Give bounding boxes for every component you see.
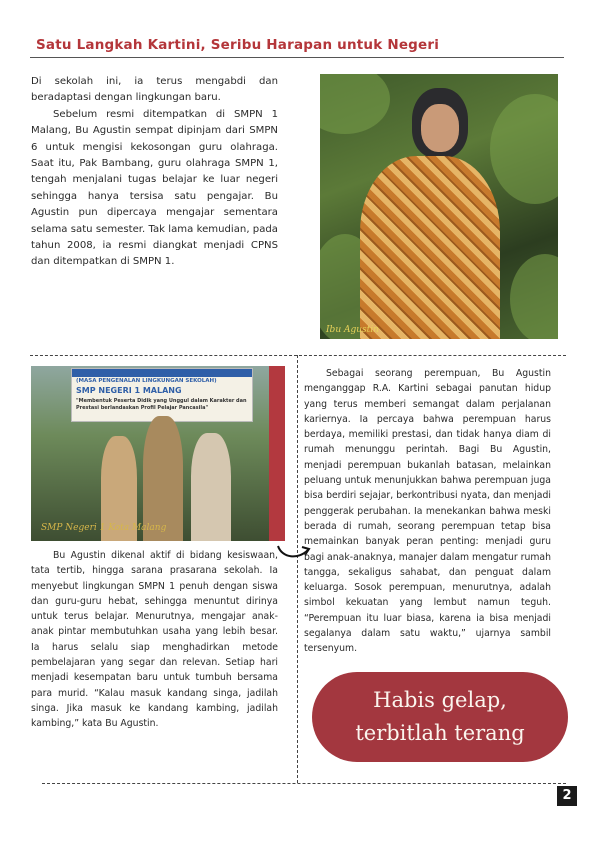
students-photo [31, 366, 285, 541]
column2-paragraph: Bu Agustin dikenal aktif di bidang kesiswaan, tata tertib, hingga sarana prasarana sekolah. Ia menyebut lingkungan SMPN 1 penuh dengan siswa dan guru-guru hebat, sehingga menuntut dirinya untuk terus belajar. Menurutnya, mengajar anak-anak pintar membutuhkan usaha yang lebih besar. Ia harus selalu siap menghadirkan metode pembelajaran yang segar dan relevan. Setiap hari menjadi kesempatan baru untuk tumbuh bersama para murid. “Kalau masuk kandang singa, jadilah singa. Jika masuk ke kandang kambing, jadilah kambing,” kata Bu Agustin. [31, 550, 278, 730]
pull-quote-line-2: terbitlah terang [355, 721, 525, 745]
page-number: 2 [557, 786, 577, 806]
banner-line-3: "Membentuk Peserta Didik yang Unggul dalam Karakter dan Prestasi berlandaskan Profil Pelajar Pancasila" [76, 398, 247, 411]
column1-paragraph-b: Sebelum resmi ditempatkan di SMPN 1 Malang, Bu Agustin sempat dipinjam dari SMPN 6 untuk mengisi kekosongan guru olahraga. Saat itu, Pak Bambang, guru olahraga SMPN 1, tengah menjalani tugas belajar ke luar negeri sehingga hanya tersisa satu pengajar. Bu Agustin pun dipercaya mengajar sementara selama satu semester. Tak lama kemudian, pada tahun 2008, ia resmi diangkat menjadi CPNS dan ditempatkan di SMPN 1. [31, 108, 278, 268]
bottom-divider [42, 783, 566, 784]
column3-text [304, 366, 551, 657]
portrait-caption: Ibu Agustin [326, 325, 379, 335]
banner-line-2: SMP NEGERI 1 MALANG [76, 386, 182, 395]
school-banner [71, 368, 253, 422]
page-title: Satu Langkah Kartini, Seribu Harapan untuk Negeri [36, 37, 440, 53]
portrait-photo [320, 74, 558, 339]
photo-accent-strip [269, 366, 285, 541]
vertical-divider [297, 355, 298, 783]
face-shape [421, 104, 459, 152]
banner-line-1: (MASA PENGENALAN LINGKUNGAN SEKOLAH) [76, 378, 217, 384]
title-divider [30, 57, 564, 58]
student-right [191, 433, 231, 541]
column2-text [31, 548, 278, 732]
pull-quote [312, 672, 568, 762]
column1-paragraph-a: Di sekolah ini, ia terus mengabdi dan beradaptasi dengan lingkungan baru. [31, 76, 278, 104]
horizontal-divider [30, 355, 566, 356]
column3-paragraph: Sebagai seorang perempuan, Bu Agustin menganggap R.A. Kartini sebagai panutan hidup yang terus memberi semangat dalam perjalanan kariernya. Ia percaya bahwa perempuan harus berdaya, memiliki prestasi, dan tidak hanya diam di rumah menunggu perintah. Bagi Bu Agustin, menjadi perempuan bukanlah batasan, melainkan peluang untuk menunjukkan bahwa perempuan juga bisa berdiri sejajar, berkontribusi nyata, dan menjadi penggerak perubahan. Ia menekankan bahwa meski berada di rumah, seorang perempuan tetap bisa memainkan banyak peran penting: menjadi guru bagi anak-anaknya, manajer dalam mengatur rumah tangga, sekaligus sahabat, dan penguat dalam keluarga. Sosok perempuan, menurutnya, adalah simbol kekuatan yang lembut namun teguh. “Perempuan itu luar biasa, karena ia bisa menjadi segalanya dalam satu waktu,” ujarnya sambil tersenyum. [304, 368, 551, 655]
column1-text [31, 74, 278, 271]
students-caption: SMP Negeri 1 Kota Malang [41, 523, 167, 533]
pull-quote-line-1: Habis gelap, [373, 688, 507, 712]
batik-blouse-shape [360, 156, 500, 339]
